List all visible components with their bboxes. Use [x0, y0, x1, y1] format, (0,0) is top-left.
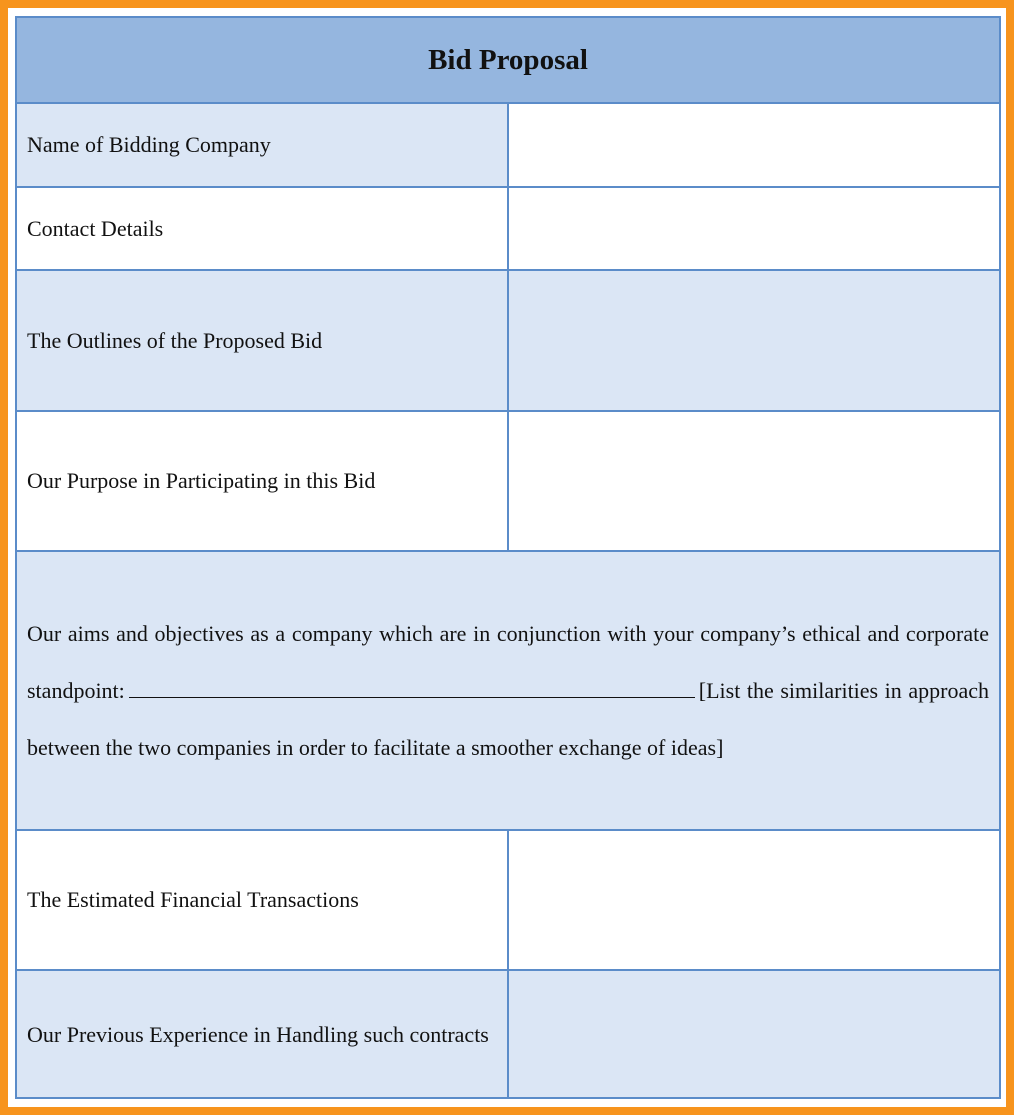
- form-row: [16, 830, 1000, 970]
- bid-outlines-field[interactable]: [508, 270, 1000, 411]
- bid-proposal-form: [15, 16, 1001, 1099]
- form-row: [16, 270, 1000, 411]
- previous-experience-field[interactable]: [508, 970, 1000, 1098]
- form-row: [16, 970, 1000, 1098]
- form-row: [16, 103, 1000, 187]
- aims-text-after: [List the similarities in approach between the two companies in order to facilitate a smoother exchange of ideas]: [27, 678, 989, 760]
- purpose-field[interactable]: [508, 411, 1000, 551]
- row-label-financial-transactions: The Estimated Financial Transactions: [16, 830, 508, 970]
- row-label-purpose: Our Purpose in Participating in this Bid: [16, 411, 508, 551]
- row-label-contact-details: Contact Details: [16, 187, 508, 270]
- aims-paragraph: [16, 551, 1000, 830]
- form-row: [16, 411, 1000, 551]
- aims-text-before: Our aims and objectives as a company which are in conjunction with your company’s ethical and corporate standpoint:: [27, 621, 989, 703]
- financial-transactions-field[interactable]: [508, 830, 1000, 970]
- row-label-bid-outlines: The Outlines of the Proposed Bid: [16, 270, 508, 411]
- form-title: Bid Proposal: [16, 17, 1000, 103]
- aims-fill-in-blank[interactable]: [129, 679, 695, 698]
- form-row: [16, 187, 1000, 270]
- row-label-previous-experience: Our Previous Experience in Handling such contracts: [16, 970, 508, 1098]
- row-label-bidding-company: Name of Bidding Company: [16, 103, 508, 187]
- contact-details-field[interactable]: [508, 187, 1000, 270]
- form-row: [16, 551, 1000, 830]
- bidding-company-field[interactable]: [508, 103, 1000, 187]
